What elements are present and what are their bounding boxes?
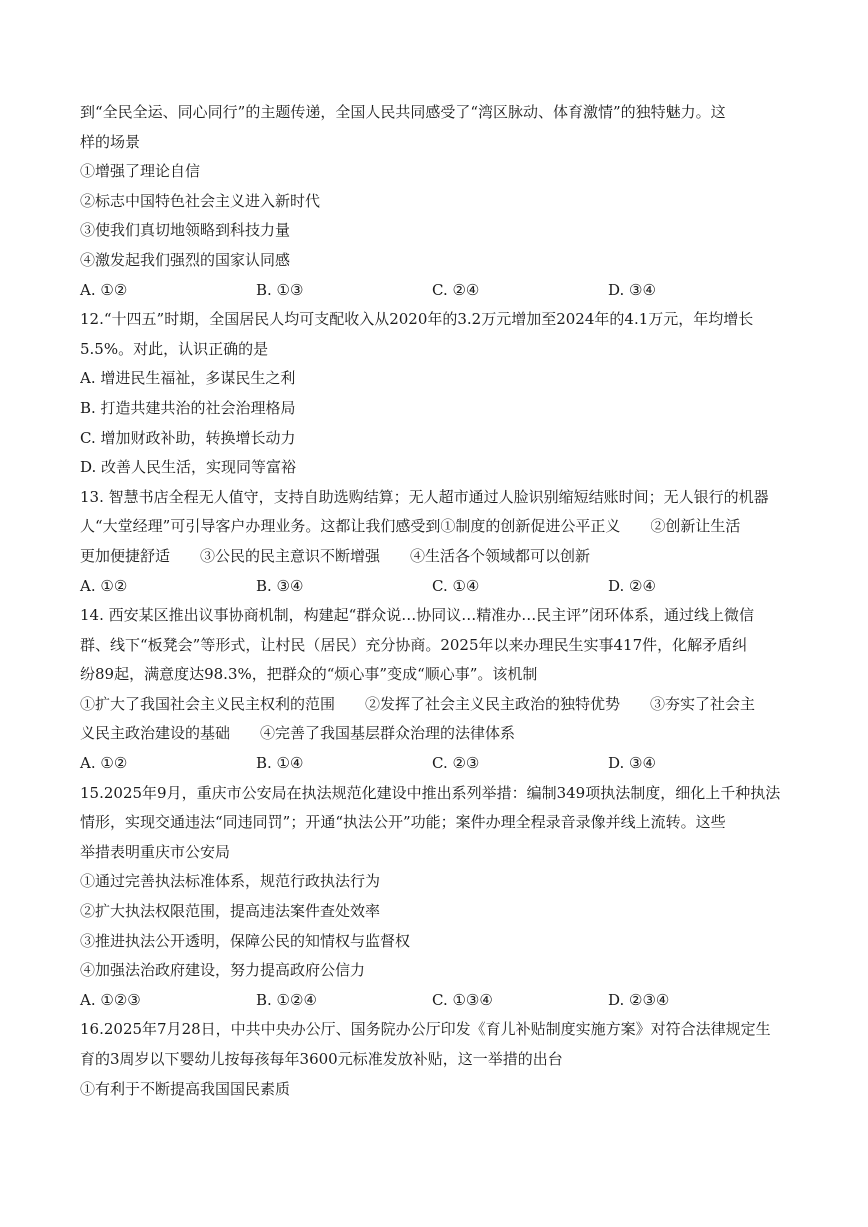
- q12-option-d[interactable]: D. 改善人民生活，实现同等富裕: [80, 458, 297, 477]
- q13-stem-line-2: 人“大堂经理”可引导客户办理业务。这都让我们感受到①制度的创新促进公平正义 ②创新让生活: [80, 517, 741, 536]
- question-12: [80, 305, 784, 483]
- q14-stem-line-2: 群、线下“板凳会”等形式，让村民（居民）充分协商。2025年以来办理民生实事417件，化解矛盾纠: [80, 635, 748, 654]
- q11-options: [80, 276, 784, 306]
- q14-option-d[interactable]: D. ③④: [608, 754, 656, 773]
- q14-stem-line-3: 纷89起，满意度达98.3%，把群众的“烦心事”变成“顺心事”。该机制: [80, 665, 538, 684]
- question-14: [80, 601, 784, 779]
- q12-option-b[interactable]: B. 打造共建共治的社会治理格局: [80, 398, 296, 417]
- q15-option-d[interactable]: D. ②③④: [608, 990, 670, 1009]
- q11-stem-line-2: 样的场景: [80, 132, 141, 151]
- q12-option-c[interactable]: C. 增加财政补助，转换增长动力: [80, 428, 296, 447]
- q12-option-a[interactable]: A. 增进民生福祉，多谋民生之利: [80, 369, 296, 388]
- q13-option-b[interactable]: B. ③④: [256, 576, 304, 595]
- q14-stem-line-4: ①扩大了我国社会主义民主权利的范围 ②发挥了社会主义民主政治的独特优势 ③夯实了社会主: [80, 694, 756, 713]
- q14-options: [80, 749, 784, 779]
- q13-option-d[interactable]: D. ②④: [608, 576, 656, 595]
- q15-option-c[interactable]: C. ①③④: [432, 990, 493, 1009]
- q15-stem-line-3: 举措表明重庆市公安局: [80, 842, 231, 861]
- question-15: [80, 779, 784, 1016]
- q15-option-a[interactable]: A. ①②③: [80, 990, 141, 1009]
- q14-option-b[interactable]: B. ①④: [256, 754, 304, 773]
- q15-options: [80, 986, 784, 1016]
- q15-option-b[interactable]: B. ①②④: [256, 990, 317, 1009]
- q16-stem-line-2: 育的3周岁以下婴幼儿按每孩每年3600元标准发放补贴，这一举措的出台: [80, 1050, 563, 1068]
- q11-option-d[interactable]: D. ③④: [608, 280, 656, 299]
- q14-stem-line-5: 义民主政治建设的基础 ④完善了我国基层群众治理的法律体系: [80, 724, 516, 743]
- question-13: [80, 483, 784, 601]
- q11-statement-3: ③使我们真切地领略到科技力量: [80, 221, 291, 240]
- q11-statement-4: ④激发起我们强烈的国家认同感: [80, 250, 291, 269]
- q13-stem-line-3: 更加便捷舒适 ③公民的民主意识不断增强 ④生活各个领域都可以创新: [80, 546, 591, 565]
- q13-option-c[interactable]: C. ①④: [432, 576, 480, 595]
- question-11: [80, 98, 784, 305]
- q11-stem-line-1: 到“全民全运、同心同行”的主题传递，全国人民共同感受了“湾区脉动、体育激情”的独特魅力。这: [80, 103, 726, 121]
- q16-stem-line-1: 16.2025年7月28日，中共中央办公厅、国务院办公厅印发《育儿补贴制度实施方案》对符合法律规定生: [80, 1020, 771, 1039]
- q15-statement-3: ③推进执法公开透明，保障公民的知情权与监督权: [80, 931, 411, 950]
- q11-option-c[interactable]: C. ②④: [432, 280, 480, 299]
- q14-stem-line-1: 14. 西安某区推出议事协商机制，构建起“群众说…协同议…精准办…民主评”闭环体系，通过线上微信: [80, 606, 754, 625]
- q11-option-b[interactable]: B. ①③: [256, 280, 304, 299]
- q11-statement-1: ①增强了理论自信: [80, 162, 201, 181]
- q11-statement-2: ②标志中国特色社会主义进入新时代: [80, 191, 321, 210]
- exam-content: [80, 98, 784, 1104]
- q11-option-a[interactable]: A. ①②: [80, 280, 128, 299]
- q14-option-c[interactable]: C. ②③: [432, 754, 480, 773]
- q15-stem-line-1: 15.2025年9月，重庆市公安局在执法规范化建设中推出系列举措：编制349项执法制度，细化上千种执法: [80, 783, 781, 802]
- q12-stem-line-2: 5.5%。对此，认识正确的是: [80, 339, 269, 358]
- q15-stem-line-2: 情形，实现交通违法“同违同罚”；开通“执法公开”功能；案件办理全程录音录像并线上流转。这些: [80, 813, 726, 832]
- q15-statement-2: ②扩大执法权限范围，提高违法案件查处效率: [80, 902, 381, 921]
- q13-stem-line-1: 13. 智慧书店全程无人值守，支持自助选购结算；无人超市通过人脸识别缩短结账时间；无人银行的机器: [80, 487, 769, 506]
- question-16: [80, 1015, 784, 1104]
- q15-statement-4: ④加强法治政府建设，努力提高政府公信力: [80, 961, 366, 980]
- q15-statement-1: ①通过完善执法标准体系，规范行政执法行为: [80, 872, 381, 891]
- q16-statement-1: ①有利于不断提高我国国民素质: [80, 1079, 291, 1098]
- q13-option-a[interactable]: A. ①②: [80, 576, 128, 595]
- q12-stem-line-1: 12.“十四五”时期，全国居民人均可支配收入从2020年的3.2万元增加至2024年的4.1万元，年均增长: [80, 310, 754, 329]
- q14-option-a[interactable]: A. ①②: [80, 754, 128, 773]
- q13-options: [80, 572, 784, 602]
